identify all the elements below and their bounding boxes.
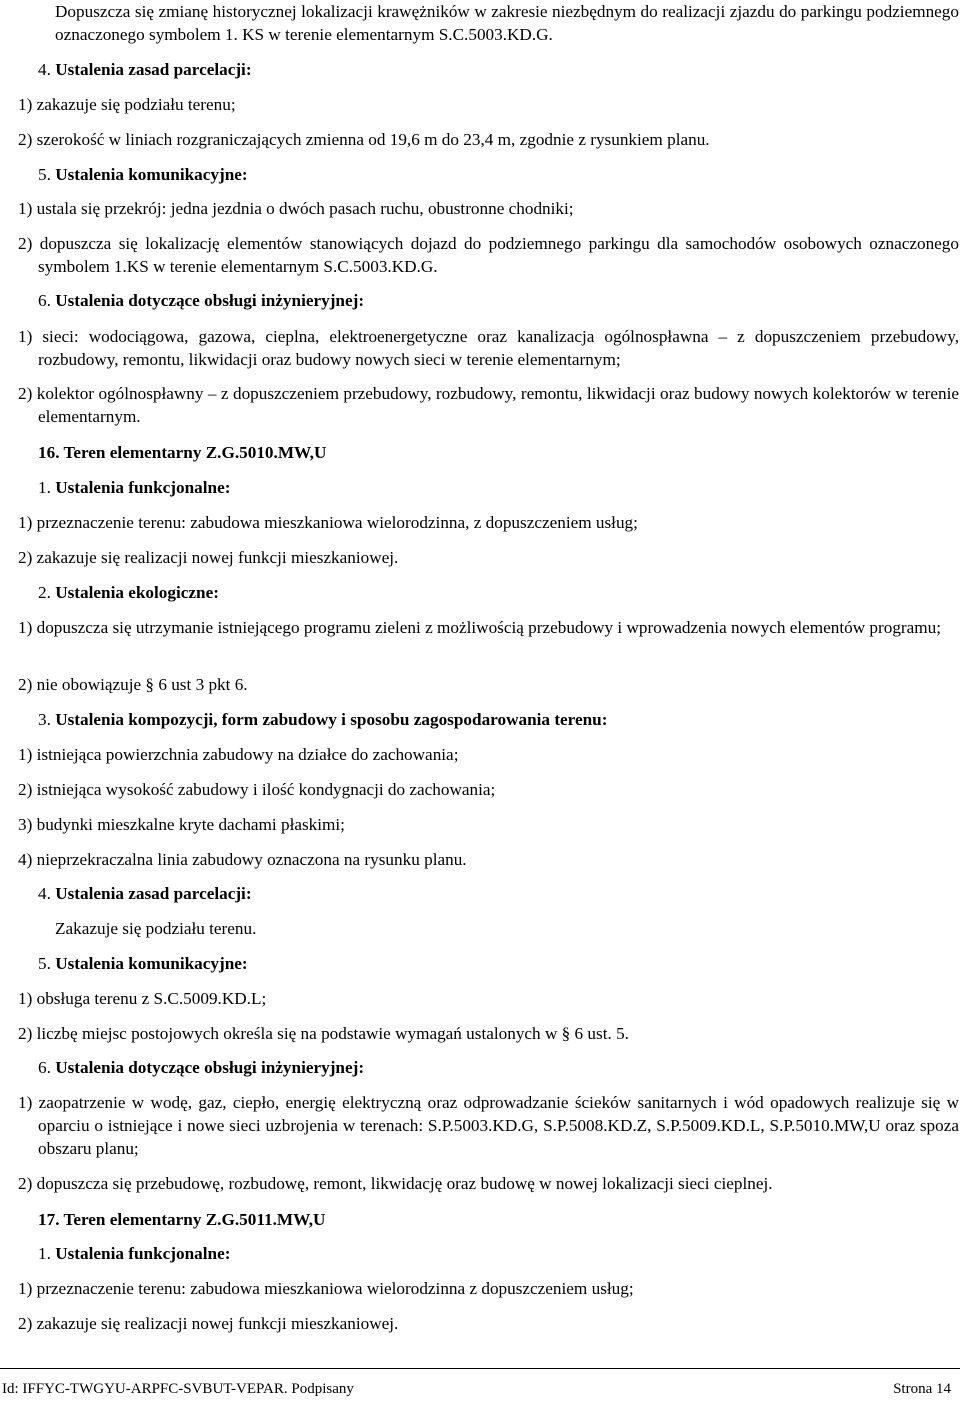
section-heading	[18, 163, 959, 186]
page-number: Strona 14	[893, 1381, 951, 1397]
section-heading	[18, 1242, 959, 1265]
heading-number: 1.	[38, 478, 56, 497]
heading-text: Ustalenia dotyczące obsługi inżynieryjnej:	[55, 291, 365, 310]
list-item: 1) obsługa terenu z S.C.5009.KD.L;	[18, 989, 267, 1008]
list-item: 2) dopuszcza się lokalizację elementów stanowiących dojazd do podziemnego parkingu dla samochodów osobowych oznaczonego symbolem 1.KS w terenie elementarnym S.C.5003.KD.G.	[18, 234, 959, 276]
list-item: 2) istniejąca wysokość zabudowy i ilość kondygnacji do zachowania;	[18, 780, 496, 799]
heading-number: 1.	[38, 1244, 56, 1263]
heading-text: Ustalenia dotyczące obsługi inżynieryjnej:	[55, 1058, 365, 1077]
section-heading	[18, 882, 959, 905]
heading-text: Ustalenia kompozycji, form zabudowy i sposobu zagospodarowania terenu:	[55, 710, 608, 729]
list-item: 1) przeznaczenie terenu: zabudowa mieszkaniowa wielorodzinna z dopuszczeniem usług;	[18, 1279, 634, 1298]
list-item: 1) istniejąca powierzchnia zabudowy na działce do zachowania;	[18, 745, 459, 764]
paragraph: Dopuszcza się zmianę historycznej lokalizacji krawężników w zakresie niezbędnym do realizacji zjazdu do parkingu podziemnego oznaczonego symbolem 1. KS w terenie elementarnym S.C.5003.KD.G.	[55, 2, 959, 44]
list-item: 2) zakazuje się realizacji nowej funkcji mieszkaniowej.	[18, 548, 399, 567]
list-item: 2) kolektor ogólnospławny – z dopuszczeniem przebudowy, rozbudowy, remontu, likwidacji oraz budowy nowych kolektorów w terenie elementarnym.	[18, 384, 959, 426]
section-heading	[18, 476, 959, 499]
heading-number: 3.	[38, 710, 56, 729]
heading-number: 2.	[38, 583, 56, 602]
document-id: Id: IFFYC-TWGYU-ARPFC-SVBUT-VEPAR. Podpisany	[2, 1381, 354, 1397]
section-heading	[18, 289, 959, 312]
list-item: 1) zaopatrzenie w wodę, gaz, ciepło, energię elektryczną oraz odprowadzanie ścieków sanitarnych i wód opadowych realizuje się w oparciu o istniejące i nowe sieci uzbrojenia w terenach: S.P.5003.KD.G, S.P.5008.KD.Z, S.P.5009.KD.L, S.P.5010.MW,U oraz spoza obszaru planu;	[18, 1093, 959, 1158]
terrain-title: 17. Teren elementarny Z.G.5011.MW,U	[38, 1210, 326, 1229]
heading-text: Ustalenia funkcjonalne:	[55, 478, 231, 497]
list-item: 1) przeznaczenie terenu: zabudowa mieszkaniowa wielorodzinna, z dopuszczeniem usług;	[18, 513, 638, 532]
heading-number: 4.	[38, 884, 56, 903]
list-item: 2) szerokość w liniach rozgraniczających zmienna od 19,6 m do 23,4 m, zgodnie z rysunkiem planu.	[18, 130, 710, 149]
list-item: 1) dopuszcza się utrzymanie istniejącego programu zieleni z możliwością przebudowy i wprowadzenia nowych elementów programu;	[18, 618, 942, 637]
section-heading	[18, 1056, 959, 1079]
list-item: 2) dopuszcza się przebudowę, rozbudowę, remont, likwidację oraz budowę w nowej lokalizacji sieci cieplnej.	[18, 1174, 773, 1193]
footer-divider	[0, 1368, 960, 1369]
list-item: 1) ustala się przekrój: jedna jezdnia o dwóch pasach ruchu, obustronne chodniki;	[18, 199, 574, 218]
section-heading	[18, 708, 959, 731]
section-heading	[18, 581, 959, 604]
list-item: 1) sieci: wodociągowa, gazowa, cieplna, elektroenergetyczne oraz kanalizacja ogólnospławna – z dopuszczeniem przebudowy, rozbudowy, remontu, likwidacji oraz budowy nowych sieci w terenie elementarnym;	[18, 327, 959, 369]
section-heading	[18, 952, 959, 975]
list-item: 1) zakazuje się podziału terenu;	[18, 95, 236, 114]
heading-text: Ustalenia funkcjonalne:	[55, 1244, 231, 1263]
heading-text: Ustalenia ekologiczne:	[55, 583, 219, 602]
section-heading	[18, 58, 959, 81]
list-item: 4) nieprzekraczalna linia zabudowy oznaczona na rysunku planu.	[18, 850, 467, 869]
heading-number: 4.	[38, 60, 56, 79]
paragraph: Zakazuje się podziału terenu.	[55, 919, 257, 938]
heading-text: Ustalenia zasad parcelacji:	[55, 884, 252, 903]
heading-text: Ustalenia komunikacyjne:	[55, 954, 248, 973]
terrain-title: 16. Teren elementarny Z.G.5010.MW,U	[38, 443, 327, 462]
list-item: 2) liczbę miejsc postojowych określa się na podstawie wymagań ustalonych w § 6 ust. 5.	[18, 1024, 629, 1043]
heading-number: 5.	[38, 165, 56, 184]
heading-number: 5.	[38, 954, 56, 973]
list-item: 2) nie obowiązuje § 6 ust 3 pkt 6.	[18, 675, 248, 694]
heading-number: 6.	[38, 291, 56, 310]
list-item: 2) zakazuje się realizacji nowej funkcji mieszkaniowej.	[18, 1314, 399, 1333]
heading-number: 6.	[38, 1058, 56, 1077]
list-item: 3) budynki mieszkalne kryte dachami płaskimi;	[18, 815, 345, 834]
heading-text: Ustalenia zasad parcelacji:	[55, 60, 252, 79]
heading-text: Ustalenia komunikacyjne:	[55, 165, 248, 184]
